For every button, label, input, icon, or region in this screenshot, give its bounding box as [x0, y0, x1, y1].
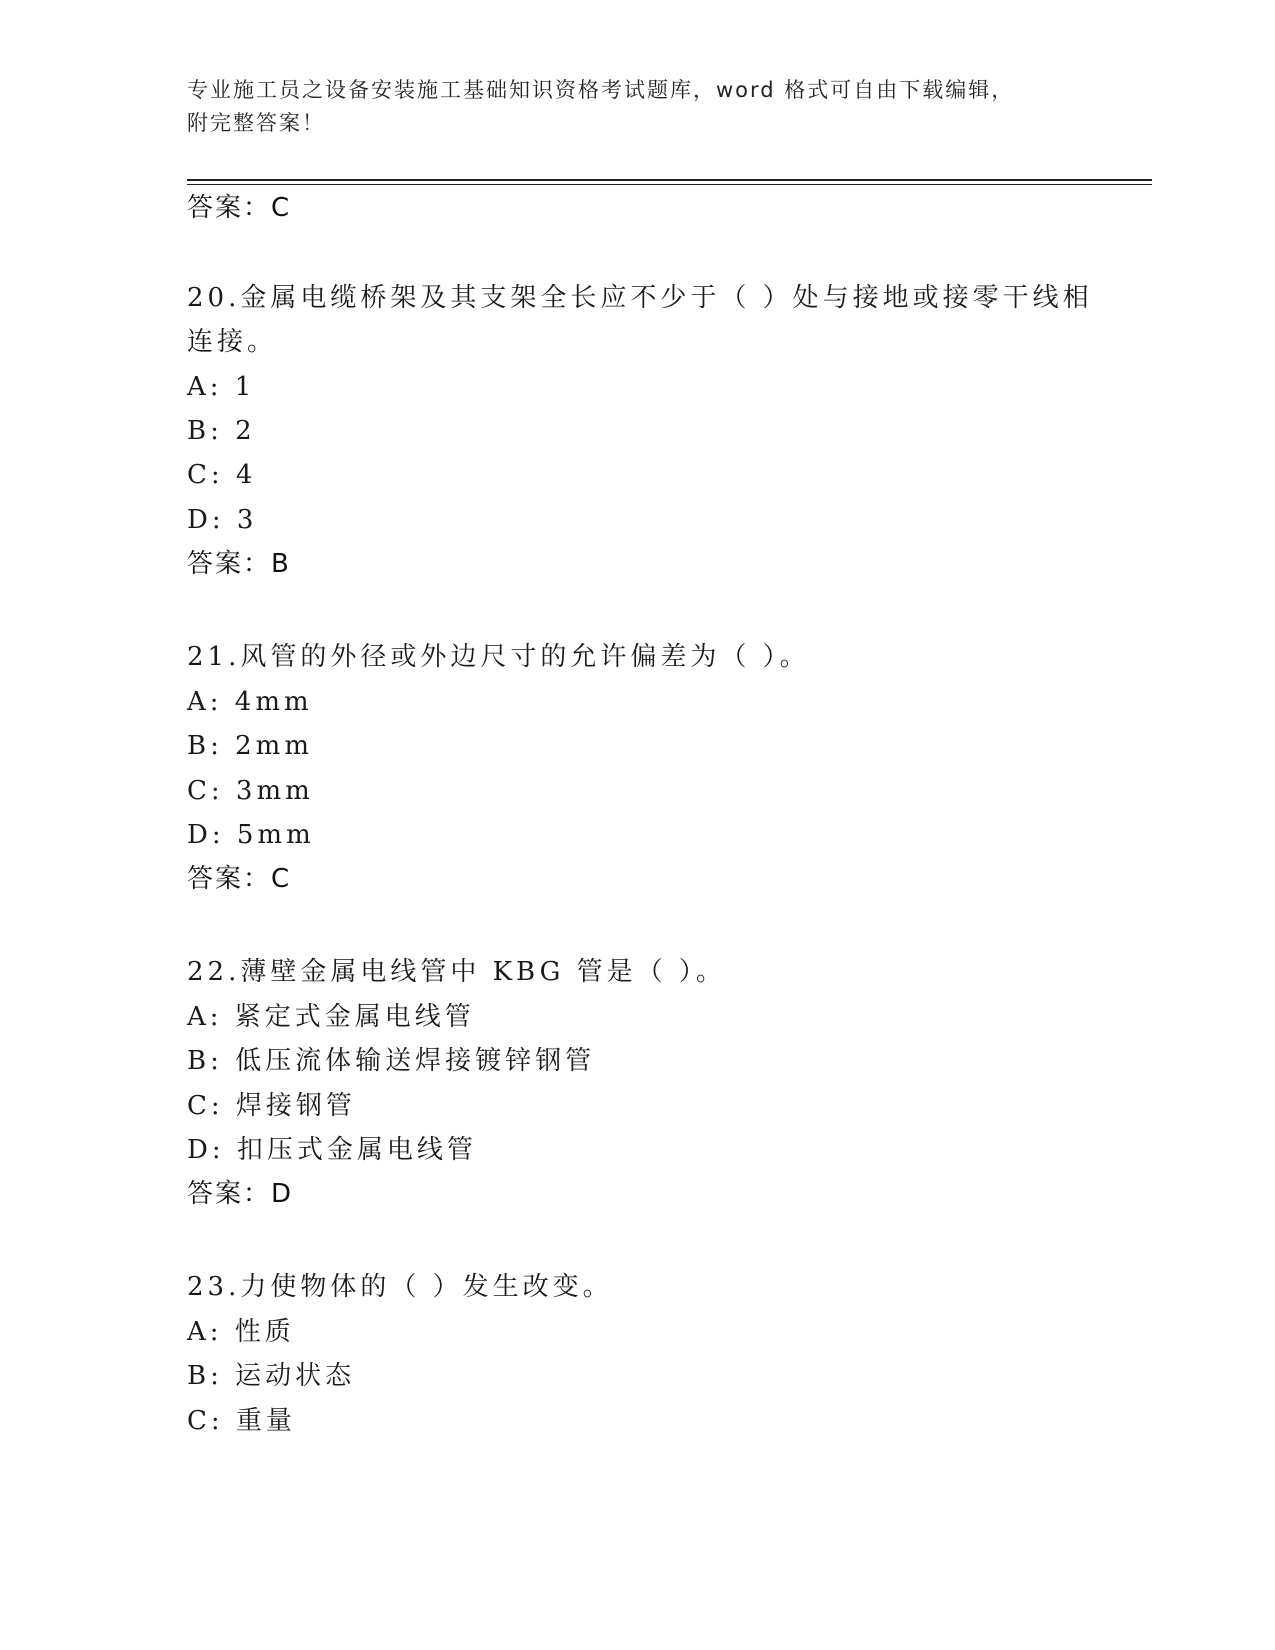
option-c: C: 焊接钢管: [187, 1091, 356, 1121]
option-b: B: 2: [187, 416, 256, 446]
header-divider-bottom: [187, 184, 1152, 185]
answer: 答案：D: [187, 1179, 294, 1209]
option-d: D: 扣压式金属电线管: [187, 1135, 477, 1165]
header-divider-top: [187, 179, 1152, 181]
option-d: D: 5mm: [187, 820, 315, 850]
question-stem: 20.金属电缆桥架及其支架全长应不少于（ ）处与接地或接零干线相: [187, 283, 1093, 313]
header-line-1: 专业施工员之设备安装施工基础知识资格考试题库，word 格式可自由下载编辑，: [187, 78, 1015, 102]
question-stem: 21.风管的外径或外边尺寸的允许偏差为（ ）。: [187, 642, 810, 672]
option-a: A: 紧定式金属电线管: [187, 1002, 475, 1032]
answer: 答案：B: [187, 549, 291, 579]
option-c: C: 重量: [187, 1406, 296, 1436]
previous-answer: 答案：C: [187, 193, 292, 223]
document-header: [187, 74, 1087, 140]
option-b: B: 2mm: [187, 731, 313, 761]
option-a: A: 1: [187, 372, 256, 402]
option-c: C: 3mm: [187, 776, 314, 806]
option-b: B: 运动状态: [187, 1361, 356, 1391]
answer: 答案：C: [187, 864, 292, 894]
option-d: D: 3: [187, 505, 258, 535]
option-c: C: 4: [187, 460, 257, 490]
question-stem: 23.力使物体的（ ）发生改变。: [187, 1272, 613, 1302]
option-a: A: 4mm: [187, 687, 313, 717]
option-a: A: 性质: [187, 1317, 295, 1347]
question-stem-continued: 连接。: [187, 327, 278, 357]
question-stem: 22.薄壁金属电线管中 KBG 管是（ ）。: [187, 957, 726, 987]
option-b: B: 低压流体输送焊接镀锌钢管: [187, 1046, 596, 1076]
header-line-2: 附完整答案！: [187, 111, 325, 135]
